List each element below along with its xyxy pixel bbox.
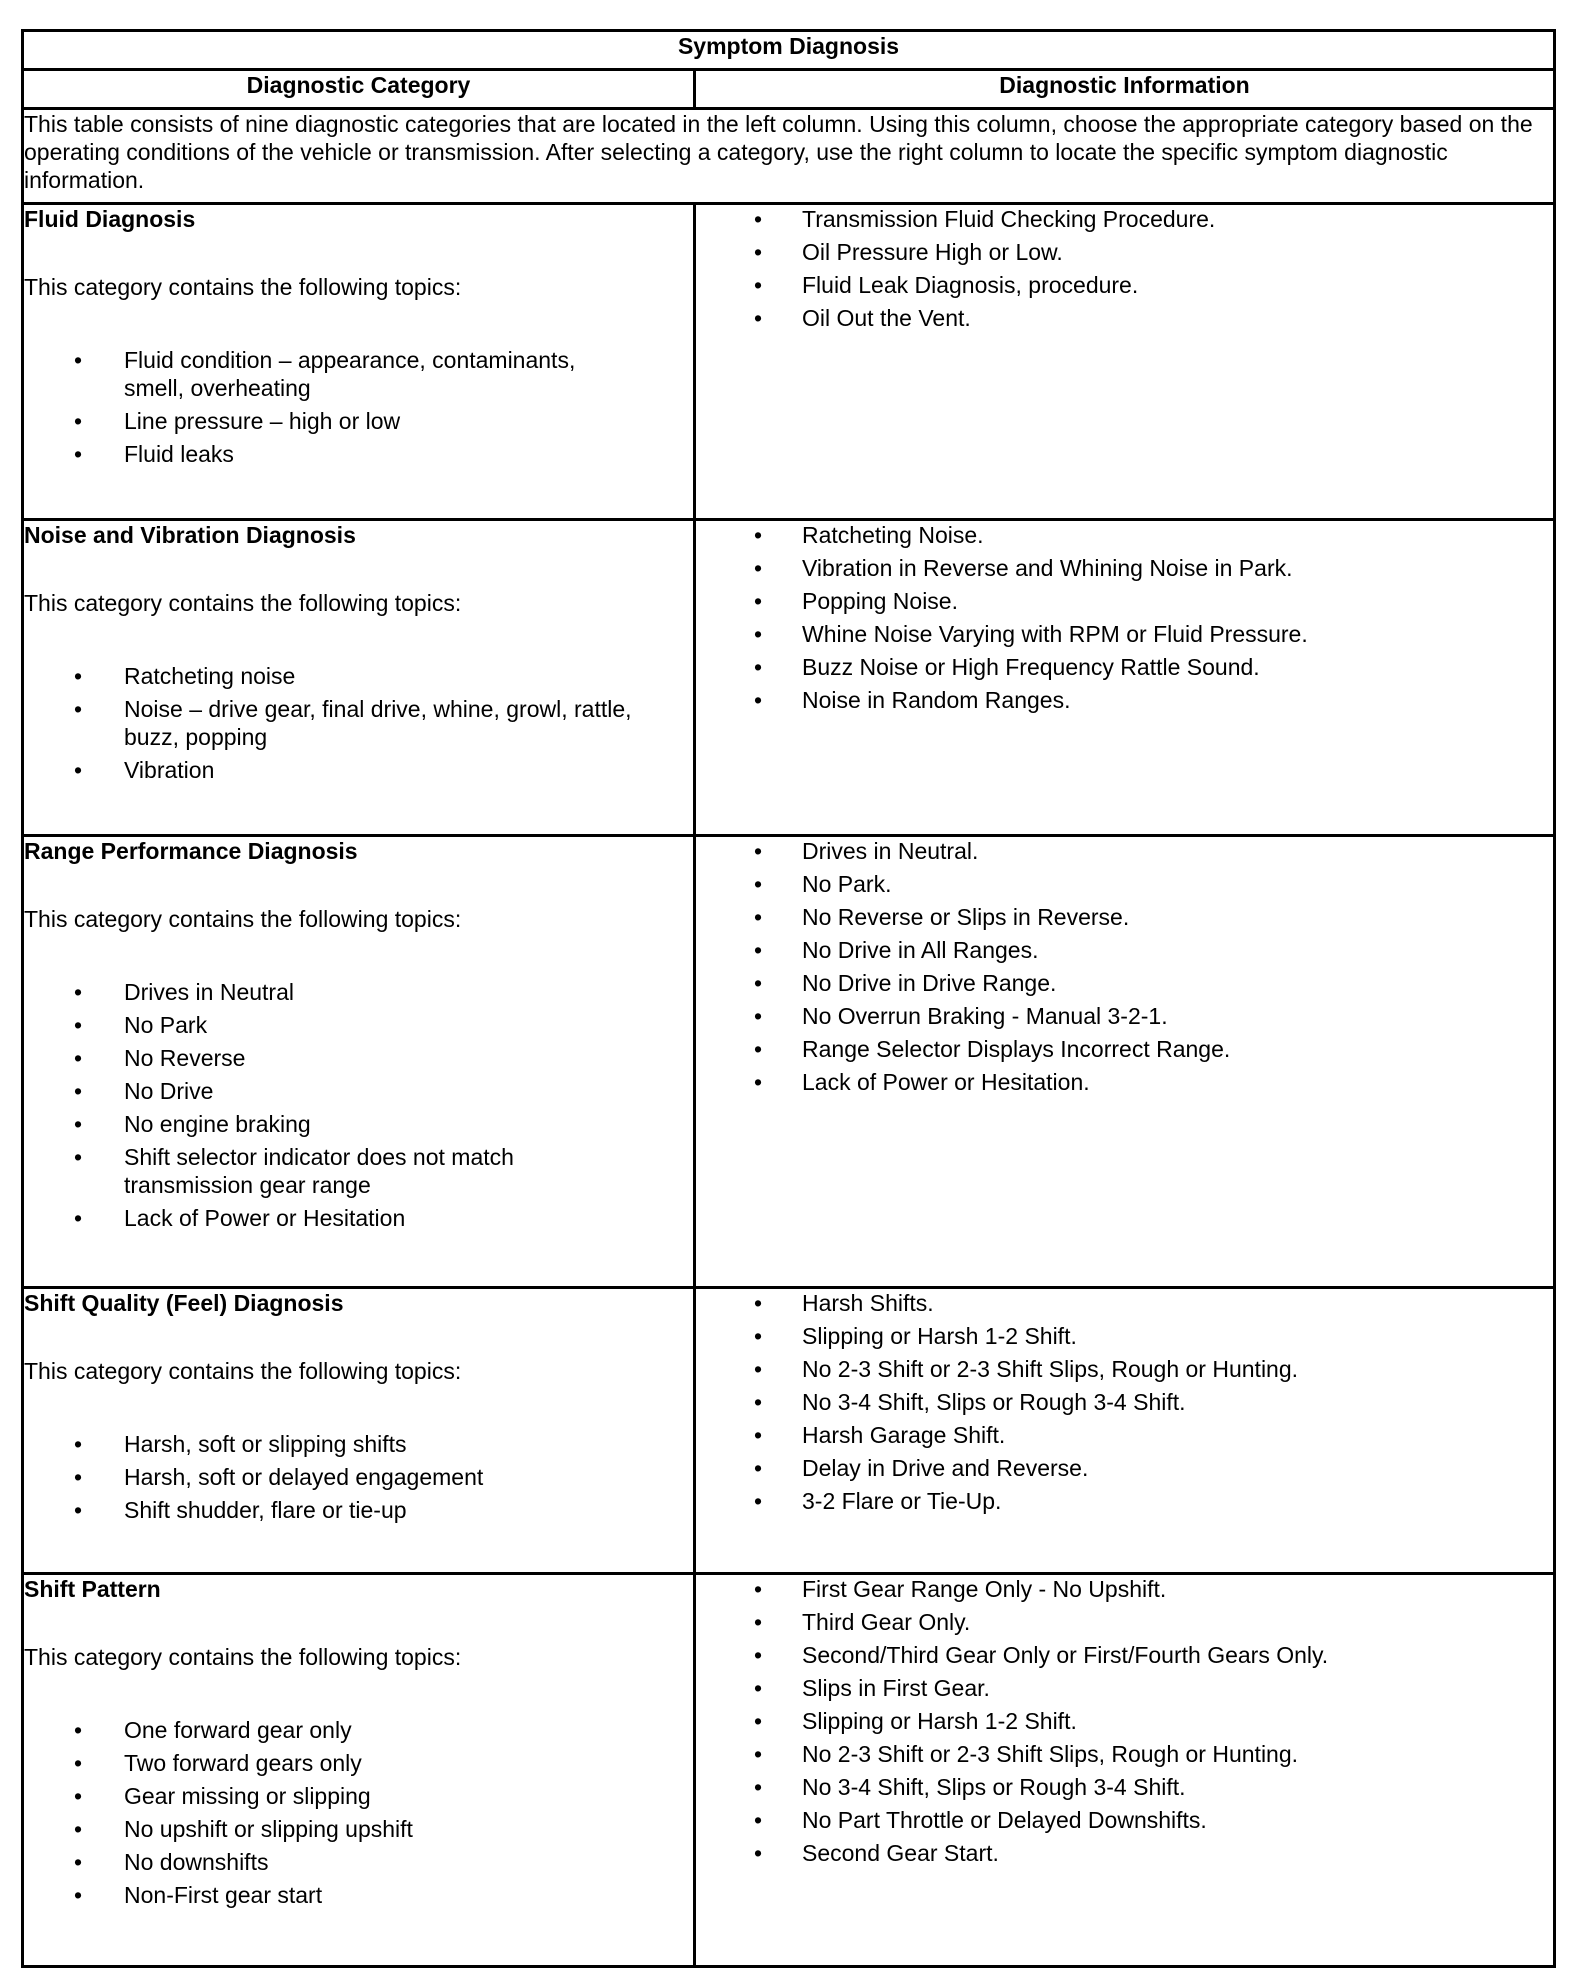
info-item: • Lack of Power or Hesitation.: [696, 1068, 1553, 1096]
info-item: • Drives in Neutral.: [696, 837, 1553, 865]
information-cell: [695, 836, 1555, 1288]
category-title: Fluid Diagnosis: [24, 206, 196, 232]
info-list: [696, 837, 1553, 1096]
info-item: • No Drive in Drive Range.: [696, 969, 1553, 997]
topic-list: [24, 978, 693, 1232]
info-list: [696, 1575, 1553, 1867]
info-item: • No Drive in All Ranges.: [696, 936, 1553, 964]
info-item: • Ratcheting Noise.: [696, 521, 1553, 549]
info-item: • First Gear Range Only - No Upshift.: [696, 1575, 1553, 1603]
topic-item: • Fluid condition – appearance, contaminants, smell, overheating: [24, 346, 693, 402]
info-item: • Harsh Garage Shift.: [696, 1421, 1553, 1449]
info-item: • No 2-3 Shift or 2-3 Shift Slips, Rough or Hunting.: [696, 1355, 1553, 1383]
topic-item: • Noise – drive gear, final drive, whine, growl, rattle, buzz, popping: [24, 695, 693, 751]
info-item: • Delay in Drive and Reverse.: [696, 1454, 1553, 1482]
topic-item: • Gear missing or slipping: [24, 1782, 693, 1810]
info-item: • Oil Out the Vent.: [696, 304, 1553, 332]
topic-item: • No downshifts: [24, 1848, 693, 1876]
table-row: [23, 1288, 1555, 1574]
topic-item: • Line pressure – high or low: [24, 407, 693, 435]
info-item: • Slipping or Harsh 1-2 Shift.: [696, 1707, 1553, 1735]
info-item: • No 3-4 Shift, Slips or Rough 3-4 Shift.: [696, 1388, 1553, 1416]
topic-list: [24, 346, 693, 468]
intro-cell: [23, 109, 1555, 204]
topic-item: • Drives in Neutral: [24, 978, 693, 1006]
category-title: Noise and Vibration Diagnosis: [24, 522, 356, 548]
topic-list: [24, 1430, 693, 1524]
info-item: • Transmission Fluid Checking Procedure.: [696, 205, 1553, 233]
info-item: • Second/Third Gear Only or First/Fourth Gears Only.: [696, 1641, 1553, 1669]
info-item: • 3-2 Flare or Tie-Up.: [696, 1487, 1553, 1515]
category-title: Range Performance Diagnosis: [24, 838, 358, 864]
category-description: This category contains the following topics:: [24, 274, 462, 300]
info-item: • Second Gear Start.: [696, 1839, 1553, 1867]
topic-item: • Ratcheting noise: [24, 662, 693, 690]
category-description: This category contains the following topics:: [24, 906, 462, 932]
info-item: • Whine Noise Varying with RPM or Fluid Pressure.: [696, 620, 1553, 648]
category-cell: [23, 1288, 695, 1574]
info-item: • Third Gear Only.: [696, 1608, 1553, 1636]
category-cell: [23, 204, 695, 520]
info-item: • Buzz Noise or High Frequency Rattle Sound.: [696, 653, 1553, 681]
category-cell: [23, 1574, 695, 1967]
info-item: • Harsh Shifts.: [696, 1289, 1553, 1317]
category-title: Shift Pattern: [24, 1576, 161, 1602]
info-item: • Slips in First Gear.: [696, 1674, 1553, 1702]
info-item: • No 3-4 Shift, Slips or Rough 3-4 Shift.: [696, 1773, 1553, 1801]
category-title: Shift Quality (Feel) Diagnosis: [24, 1290, 344, 1316]
info-item: • No Overrun Braking - Manual 3-2-1.: [696, 1002, 1553, 1030]
topic-item: • Vibration: [24, 756, 693, 784]
table-row: [23, 520, 1555, 836]
column-header-information: Diagnostic Information: [695, 70, 1555, 109]
info-item: • Slipping or Harsh 1-2 Shift.: [696, 1322, 1553, 1350]
info-item: • No Part Throttle or Delayed Downshifts.: [696, 1806, 1553, 1834]
information-cell: [695, 1288, 1555, 1574]
info-item: • Vibration in Reverse and Whining Noise in Park.: [696, 554, 1553, 582]
topic-item: • Harsh, soft or delayed engagement: [24, 1463, 693, 1491]
info-item: • No Reverse or Slips in Reverse.: [696, 903, 1553, 931]
topic-item: • No Drive: [24, 1077, 693, 1105]
topic-item: • No Park: [24, 1011, 693, 1039]
info-item: • No Park.: [696, 870, 1553, 898]
topic-item: • Shift selector indicator does not match transmission gear range: [24, 1143, 693, 1199]
topic-item: • No Reverse: [24, 1044, 693, 1072]
topic-list: [24, 662, 693, 784]
topic-item: • Shift shudder, flare or tie-up: [24, 1496, 693, 1524]
intro-text: This table consists of nine diagnostic categories that are located in the left column. Using this column, choose the appropriate category based on the operating conditions of the vehicle or transmission. After selecting a category, use the right column to locate the specific symptom diagnostic information.: [24, 111, 1533, 193]
table-row: [23, 1574, 1555, 1967]
topic-item: • One forward gear only: [24, 1716, 693, 1744]
topic-item: • Harsh, soft or slipping shifts: [24, 1430, 693, 1458]
topic-item: • No upshift or slipping upshift: [24, 1815, 693, 1843]
topic-item: • Fluid leaks: [24, 440, 693, 468]
topic-list: [24, 1716, 693, 1909]
category-description: This category contains the following topics:: [24, 1358, 462, 1384]
category-description: This category contains the following topics:: [24, 1644, 462, 1670]
table-row: [23, 204, 1555, 520]
topic-item: • Two forward gears only: [24, 1749, 693, 1777]
info-item: • Noise in Random Ranges.: [696, 686, 1553, 714]
topic-item: • Lack of Power or Hesitation: [24, 1204, 693, 1232]
info-item: • Range Selector Displays Incorrect Range.: [696, 1035, 1553, 1063]
info-item: • Fluid Leak Diagnosis, procedure.: [696, 271, 1553, 299]
info-list: [696, 1289, 1553, 1515]
information-cell: [695, 1574, 1555, 1967]
category-cell: [23, 836, 695, 1288]
category-description: This category contains the following topics:: [24, 590, 462, 616]
column-header-category: Diagnostic Category: [23, 70, 695, 109]
symptom-diagnosis-table: [21, 29, 1556, 1968]
category-cell: [23, 520, 695, 836]
info-list: [696, 521, 1553, 714]
information-cell: [695, 204, 1555, 520]
information-cell: [695, 520, 1555, 836]
info-list: [696, 205, 1553, 332]
info-item: • Oil Pressure High or Low.: [696, 238, 1553, 266]
topic-item: • Non-First gear start: [24, 1881, 693, 1909]
table-row: [23, 836, 1555, 1288]
info-item: • No 2-3 Shift or 2-3 Shift Slips, Rough or Hunting.: [696, 1740, 1553, 1768]
topic-item: • No engine braking: [24, 1110, 693, 1138]
info-item: • Popping Noise.: [696, 587, 1553, 615]
table-title: Symptom Diagnosis: [23, 31, 1555, 70]
